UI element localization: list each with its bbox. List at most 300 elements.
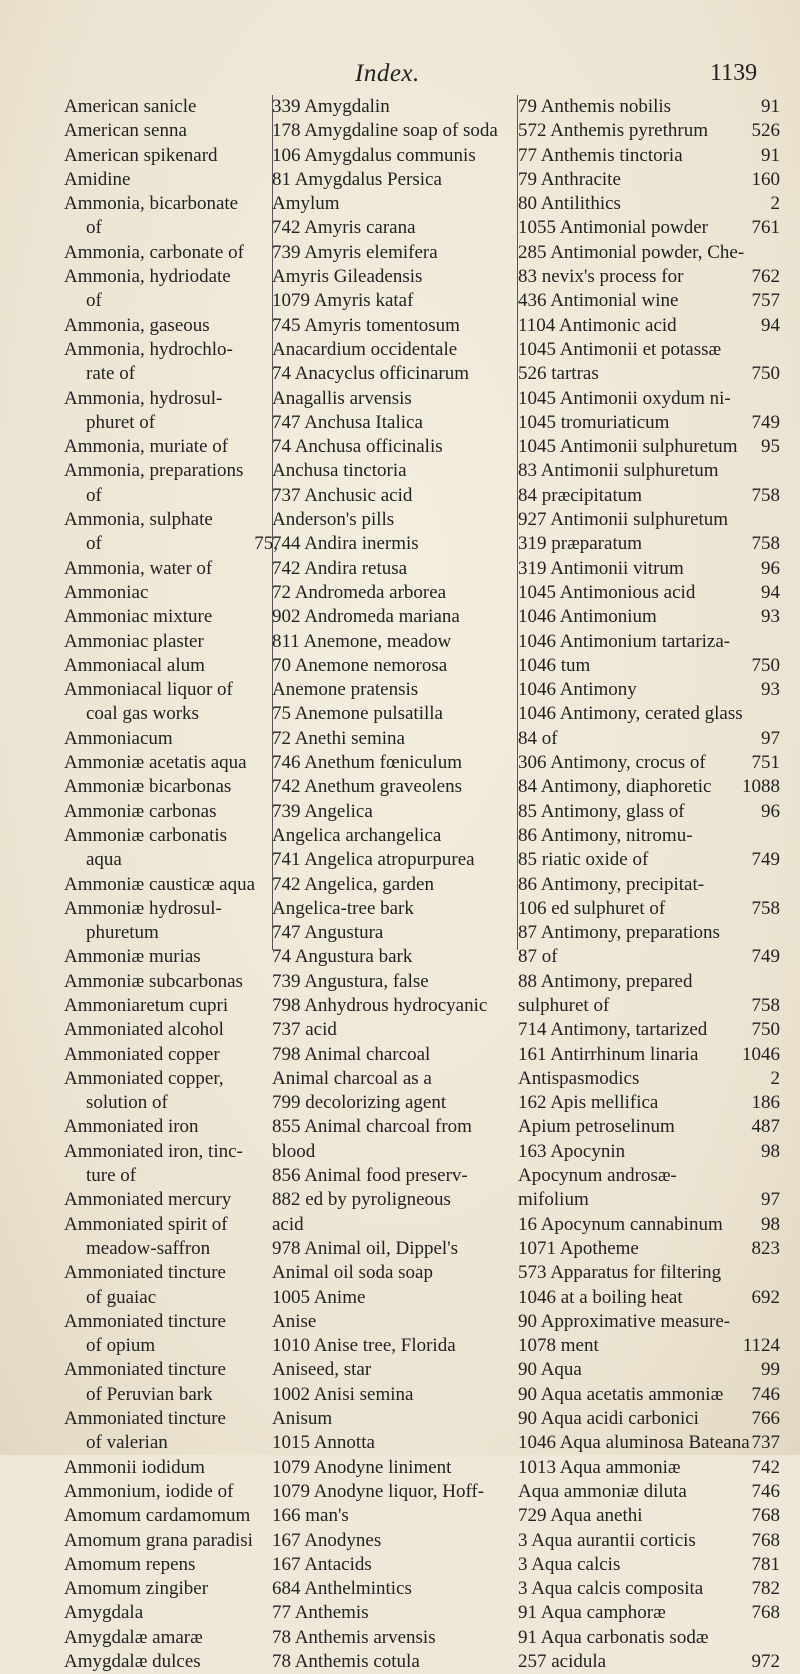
index-entry [272, 605, 507, 629]
index-entry [518, 727, 780, 751]
index-entry [272, 1188, 507, 1212]
index-entry [64, 702, 278, 726]
index-entry-page: 1088 [742, 776, 780, 798]
index-entry-page: 93 [761, 606, 780, 628]
index-entry-text: 83 nevix's process for [518, 266, 684, 288]
index-entry-text: 1013 Aqua ammoniæ [518, 1456, 681, 1478]
index-entry [518, 1504, 780, 1528]
index-entry [64, 1553, 278, 1577]
index-entry-text: 1078 ment [518, 1335, 599, 1357]
index-entry-text: 3 Aqua calcis [518, 1553, 621, 1575]
index-entry [64, 1650, 278, 1674]
index-entry-text: American sanicle [64, 96, 197, 117]
index-entry-text: sulphuret of [518, 994, 610, 1016]
index-entry [272, 435, 507, 459]
index-entry-text: 747 Anchusa Italica [272, 411, 423, 433]
index-entry [518, 95, 780, 119]
index-entry [518, 1480, 780, 1504]
index-entry-text: 573 Apparatus for filtering [518, 1262, 722, 1284]
index-entry [64, 557, 278, 581]
index-entry [518, 702, 780, 726]
index-entry [518, 557, 780, 581]
index-entry-text: 285 Antimonial powder, Che- [518, 241, 745, 263]
index-entry-page: 160 [751, 168, 780, 190]
index-entry-page: 91 [761, 96, 780, 117]
index-entry-text: 1045 tromuriaticum [518, 411, 670, 433]
index-entry-text: 83 Antimonii sulphuretum [518, 460, 719, 482]
index-entry-text: Angelica archangelica [272, 824, 442, 846]
index-entry-text: Ammoniacal liquor of [64, 679, 233, 701]
index-entry-page: 758 [751, 484, 780, 506]
index-entry-text: Ammonia, preparations [64, 460, 244, 482]
index-entry-text: Anisum [272, 1408, 333, 1430]
index-entry-text: of [86, 290, 102, 312]
index-entry-text: Ammoniæ hydrosul- [64, 897, 222, 919]
index-entry [272, 1067, 507, 1091]
index-entry [272, 459, 507, 483]
index-entry [64, 508, 278, 532]
index-entry [64, 241, 278, 265]
index-entry [518, 1431, 780, 1455]
index-entry [518, 581, 780, 605]
index-entry [518, 241, 780, 265]
index-entry-text: 78 Anthemis arvensis [272, 1626, 436, 1648]
index-entry [64, 581, 278, 605]
index-entry [64, 1067, 278, 1091]
index-entry-text: 526 tartras [518, 363, 599, 385]
index-entry-text: 178 Amygdaline soap of soda [272, 120, 498, 142]
index-entry-text: 106 Amygdalus communis [272, 144, 476, 166]
index-entry-text: Amomum repens [64, 1553, 196, 1575]
index-entry [518, 1553, 780, 1577]
index-entry [518, 1650, 780, 1674]
index-entry [64, 1164, 278, 1188]
index-column-3 [518, 95, 780, 1674]
index-entry-text: 1046 Antimonium tartariza- [518, 630, 731, 652]
index-entry-text: 75 Anemone pulsatilla [272, 703, 443, 725]
index-entry-text: 729 Aqua anethi [518, 1505, 643, 1527]
index-entry [518, 751, 780, 775]
index-entry [518, 314, 780, 338]
index-entry-text: of [86, 217, 102, 239]
index-entry-text: 77 Anthemis [272, 1602, 369, 1624]
index-entry [272, 168, 507, 192]
index-entry-text: phuret of [86, 411, 156, 433]
index-entry [518, 1334, 780, 1358]
index-entry [518, 1213, 780, 1237]
index-entry-text: 74 Anacyclus officinarum [272, 363, 469, 385]
index-entry-text: Ammoniac plaster [64, 630, 204, 652]
index-entry-text: 3 Aqua calcis composita [518, 1578, 704, 1600]
index-entry-text: 1079 Amyris kataf [272, 290, 414, 312]
index-entry-text: 684 Anthelmintics [272, 1578, 412, 1600]
index-entry [64, 1188, 278, 1212]
index-entry [518, 1043, 780, 1067]
index-entry [64, 532, 278, 556]
index-entry-text: Ammoniæ subcarbonas [64, 970, 243, 992]
index-entry [518, 1237, 780, 1261]
index-entry [64, 970, 278, 994]
index-entry-text: Animal charcoal as a [272, 1067, 432, 1089]
index-entry-text: Ammoniated tincture [64, 1262, 226, 1284]
index-entry-text: Ammoniæ bicarbonas [64, 776, 232, 798]
index-entry [64, 800, 278, 824]
index-entry-page: 757 [751, 290, 780, 312]
index-entry [518, 1261, 780, 1285]
index-entry [64, 1480, 278, 1504]
index-entry-page: 749 [751, 849, 780, 871]
index-entry-text: of [86, 533, 102, 555]
index-entry [272, 654, 507, 678]
index-entry-text: Anagallis arvensis [272, 387, 412, 409]
index-entry-text: Amygdalæ dulces [64, 1651, 201, 1672]
index-entry-text: Ammonia, carbonate of [64, 241, 244, 263]
index-entry [64, 314, 278, 338]
index-entry-text: 74 Angustura bark [272, 946, 413, 968]
index-entry-page: 98 [761, 1140, 780, 1162]
index-entry [64, 751, 278, 775]
index-entry-text: 87 Antimony, preparations [518, 922, 720, 944]
index-entry-page: 746 [751, 1480, 780, 1502]
index-entry [518, 897, 780, 921]
index-entry-text: 319 Antimonii vitrum [518, 557, 684, 579]
index-entry [64, 1043, 278, 1067]
index-entry [272, 1261, 507, 1285]
index-entry [272, 484, 507, 508]
index-entry-page: 93 [761, 679, 780, 701]
index-entry-text: 744 Andira inermis [272, 533, 419, 555]
index-entry-text: 3 Aqua aurantii corticis [518, 1529, 696, 1551]
index-entry-text: 167 Anodynes [272, 1529, 382, 1551]
index-entry-page: 75, [254, 533, 278, 555]
index-entry [518, 1310, 780, 1334]
index-entry [64, 1018, 278, 1042]
index-entry [272, 1018, 507, 1042]
index-entry-page: 99 [761, 1359, 780, 1381]
index-entry-page: 526 [751, 120, 780, 142]
index-entry [518, 1140, 780, 1164]
index-entry [64, 654, 278, 678]
index-entry-page: 768 [751, 1505, 780, 1527]
index-entry-text: 1046 Aqua aluminosa Bateana [518, 1432, 750, 1454]
index-entry [518, 387, 780, 411]
index-entry-page: 2 [770, 193, 780, 215]
index-entry [518, 605, 780, 629]
index-entry-text: Amomum zingiber [64, 1578, 209, 1600]
index-entry [64, 1091, 278, 1115]
index-entry [518, 1529, 780, 1553]
index-entry [518, 1018, 780, 1042]
index-entry-text: 1071 Apotheme [518, 1237, 639, 1259]
index-entry-text: Amygdalæ amaræ [64, 1626, 203, 1648]
index-entry [272, 314, 507, 338]
index-entry-text: 161 Antirrhinum linaria [518, 1043, 699, 1065]
index-entry-page: 768 [751, 1602, 780, 1624]
index-entry-page: 782 [751, 1578, 780, 1600]
index-entry-page: 750 [751, 1019, 780, 1041]
index-entry-text: 811 Anemone, meadow [272, 630, 452, 652]
index-entry [272, 702, 507, 726]
index-entry-text: 855 Animal charcoal from [272, 1116, 472, 1138]
index-entry [518, 1286, 780, 1310]
index-entry [518, 1601, 780, 1625]
index-entry [518, 459, 780, 483]
index-entry-text: 72 Anethi semina [272, 727, 405, 749]
page-header [0, 60, 800, 100]
index-entry-text: Ammoniated tincture [64, 1310, 226, 1332]
index-entry-text: 1010 Anise tree, Florida [272, 1335, 456, 1357]
index-entry [272, 1601, 507, 1625]
index-entry-page: 750 [751, 363, 780, 385]
index-entry-text: American senna [64, 120, 187, 142]
index-entry-text: 1002 Anisi semina [272, 1383, 414, 1405]
index-entry [518, 945, 780, 969]
index-entry [64, 1115, 278, 1139]
index-entry [64, 1261, 278, 1285]
index-entry [272, 751, 507, 775]
index-entry [64, 1140, 278, 1164]
index-entry-text: 742 Angelica, garden [272, 873, 434, 895]
index-entry [64, 1601, 278, 1625]
index-entry-text: Ammoniæ carbonatis [64, 824, 228, 846]
index-entry-text: Angelica-tree bark [272, 897, 414, 919]
index-entry [518, 168, 780, 192]
index-entry-text: 1046 Antimony, cerated glass [518, 703, 743, 725]
index-entry [272, 119, 507, 143]
index-entry-page: 737 [751, 1432, 780, 1454]
index-entry [518, 435, 780, 459]
index-entry-page: 94 [761, 314, 780, 336]
index-entry [272, 824, 507, 848]
index-entry [272, 1140, 507, 1164]
index-entry [518, 508, 780, 532]
index-entry [64, 338, 278, 362]
index-entry-page: 749 [751, 411, 780, 433]
index-entry-text: Ammonia, hydriodate [64, 266, 231, 288]
index-entry [272, 1456, 507, 1480]
index-entry-text: 306 Antimony, crocus of [518, 752, 706, 774]
index-entry [64, 459, 278, 483]
index-entry [64, 387, 278, 411]
index-entry-text: Ammonia, hydrosul- [64, 387, 223, 409]
index-entry-page: 97 [761, 727, 780, 749]
index-entry-text: 978 Animal oil, Dippel's [272, 1237, 459, 1259]
index-entry-text: 79 Anthemis nobilis [518, 96, 672, 117]
index-entry-text: 1079 Anodyne liquor, Hoff- [272, 1480, 485, 1502]
index-entry-text: 90 Aqua acetatis ammoniæ [518, 1383, 724, 1405]
index-entry [272, 1407, 507, 1431]
index-entry [272, 1358, 507, 1382]
index-entry-page: 781 [751, 1553, 780, 1575]
index-entry-text: 741 Angelica atropurpurea [272, 849, 475, 871]
index-entry-text: Ammonia, hydrochlo- [64, 338, 233, 360]
index-entry [272, 970, 507, 994]
index-entry [64, 630, 278, 654]
index-entry [64, 945, 278, 969]
index-entry-text: 166 man's [272, 1505, 349, 1527]
index-entry-page: 823 [751, 1237, 780, 1259]
index-entry-text: mifolium [518, 1189, 589, 1211]
index-entry-text: 16 Apocynum cannabinum [518, 1213, 723, 1235]
index-entry-text: Ammoniacal alum [64, 654, 205, 676]
index-entry [518, 1115, 780, 1139]
index-entry-text: 72 Andromeda arborea [272, 581, 447, 603]
index-entry-text: Ammoniæ murias [64, 946, 201, 968]
index-entry-text: 747 Angustura [272, 922, 384, 944]
index-entry-text: 79 Anthracite [518, 168, 621, 190]
index-entry-text: 739 Angustura, false [272, 970, 429, 992]
index-entry-text: Ammoniaretum cupri [64, 994, 229, 1016]
index-entry [272, 387, 507, 411]
index-entry [64, 1358, 278, 1382]
index-entry [518, 921, 780, 945]
index-entry-page: 761 [751, 217, 780, 239]
index-entry-text: Apium petroselinum [518, 1116, 675, 1138]
index-entry-page: 96 [761, 800, 780, 822]
index-entry-text: 737 Anchusic acid [272, 484, 413, 506]
index-entry-text: 1104 Antimonic acid [518, 314, 677, 336]
index-entry-text: ture of [86, 1165, 137, 1187]
index-entry [272, 144, 507, 168]
index-entry-page: 96 [761, 557, 780, 579]
index-entry [272, 289, 507, 313]
index-entry [518, 775, 780, 799]
index-entry-text: 85 Antimony, glass of [518, 800, 685, 822]
index-entry-text: 856 Animal food preserv- [272, 1165, 468, 1187]
index-entry [64, 1334, 278, 1358]
index-entry [518, 800, 780, 824]
index-entry [272, 994, 507, 1018]
index-entry [518, 265, 780, 289]
index-entry [272, 1431, 507, 1455]
index-entry-text: 927 Antimonii sulphuretum [518, 509, 729, 531]
index-entry [64, 1213, 278, 1237]
index-entry [272, 338, 507, 362]
index-column-1 [64, 95, 278, 1674]
index-entry [518, 873, 780, 897]
index-entry-text: Ammoniated copper, [64, 1067, 224, 1089]
index-entry [64, 1577, 278, 1601]
index-entry [64, 435, 278, 459]
index-entry [64, 265, 278, 289]
index-entry [64, 1383, 278, 1407]
index-entry [64, 605, 278, 629]
index-entry-text: 77 Anthemis tinctoria [518, 144, 683, 166]
index-entry [272, 897, 507, 921]
index-entry [518, 994, 780, 1018]
index-entry [518, 1067, 780, 1091]
index-entry [272, 362, 507, 386]
index-entry-text: Ammoniac [64, 581, 149, 603]
index-entry [64, 192, 278, 216]
index-entry-text: Ammonii iodidum [64, 1456, 205, 1478]
index-entry-page: 758 [751, 994, 780, 1016]
index-entry-text: Ammonia, water of [64, 557, 213, 579]
index-entry [518, 192, 780, 216]
index-entry [518, 1456, 780, 1480]
index-entry [64, 1626, 278, 1650]
index-entry-text: Ammoniæ acetatis aqua [64, 752, 247, 774]
index-entry-text: 572 Anthemis pyrethrum [518, 120, 708, 142]
index-entry [272, 1553, 507, 1577]
index-entry-text: Ammonia, muriate of [64, 436, 229, 458]
index-entry-text: aqua [86, 849, 122, 871]
index-entry [64, 95, 278, 119]
index-entry-text: Ammoniated tincture [64, 1359, 226, 1381]
index-entry-page: 98 [761, 1213, 780, 1235]
index-entry [272, 508, 507, 532]
index-entry [272, 630, 507, 654]
index-entry-text: 90 Aqua [518, 1359, 582, 1381]
index-entry-text: Anise [272, 1310, 317, 1332]
index-entry [272, 1650, 507, 1674]
index-entry [64, 1431, 278, 1455]
index-entry-text: of valerian [86, 1432, 168, 1454]
index-entry [272, 532, 507, 556]
index-entry [64, 119, 278, 143]
index-entry [518, 630, 780, 654]
index-entry [272, 557, 507, 581]
index-entry-text: Aniseed, star [272, 1359, 372, 1381]
index-entry-text: Ammoniated spirit of [64, 1213, 228, 1235]
index-entry-text: Amygdala [64, 1602, 144, 1624]
index-entry-text: Ammoniated alcohol [64, 1019, 224, 1041]
index-entry-text: 1045 Antimonii oxydum ni- [518, 387, 731, 409]
index-entry-page: 94 [761, 581, 780, 603]
index-entry [518, 289, 780, 313]
index-entry [518, 824, 780, 848]
index-entry-text: Amylum [272, 193, 340, 215]
index-entry-text: Anchusa tinctoria [272, 460, 407, 482]
index-entry-text: phuretum [86, 922, 159, 944]
index-entry-text: 1045 Antimonii sulphuretum [518, 436, 738, 458]
index-entry-text: 436 Antimonial wine [518, 290, 679, 312]
index-entry [272, 921, 507, 945]
index-entry-page: 1124 [742, 1335, 780, 1357]
index-entry [64, 1310, 278, 1334]
index-entry-text: 1045 Antimonii et potassæ [518, 338, 722, 360]
index-entry-text: 1055 Antimonial powder [518, 217, 708, 239]
index-entry [518, 532, 780, 556]
index-entry-text: of Peruvian bark [86, 1383, 213, 1405]
index-entry-text: 90 Aqua acidi carbonici [518, 1408, 699, 1430]
index-entry-text: 84 of [518, 727, 558, 749]
index-entry [272, 1383, 507, 1407]
index-entry [518, 338, 780, 362]
index-entry-text: rate of [86, 363, 136, 385]
index-column-2 [272, 95, 507, 1674]
index-entry [64, 289, 278, 313]
index-entry-text: 87 of [518, 946, 558, 968]
index-entry [518, 144, 780, 168]
index-entry-page: 97 [761, 1189, 780, 1211]
index-entry-text: Apocynum androsæ- [518, 1165, 677, 1187]
index-entry [64, 216, 278, 240]
index-entry [518, 1407, 780, 1431]
index-entry [272, 1164, 507, 1188]
index-entry [64, 168, 278, 192]
index-entry-text: of opium [86, 1335, 156, 1357]
index-entry-text: 167 Antacids [272, 1553, 372, 1575]
index-entry-text: 88 Antimony, prepared [518, 970, 693, 992]
index-entry-page: 91 [761, 144, 780, 166]
index-entry [518, 1626, 780, 1650]
index-entry-page: 766 [751, 1408, 780, 1430]
index-entry-text: 257 acidula [518, 1651, 607, 1672]
index-entry-text: 81 Amygdalus Persica [272, 168, 442, 190]
index-entry [518, 1091, 780, 1115]
index-entry [64, 1504, 278, 1528]
